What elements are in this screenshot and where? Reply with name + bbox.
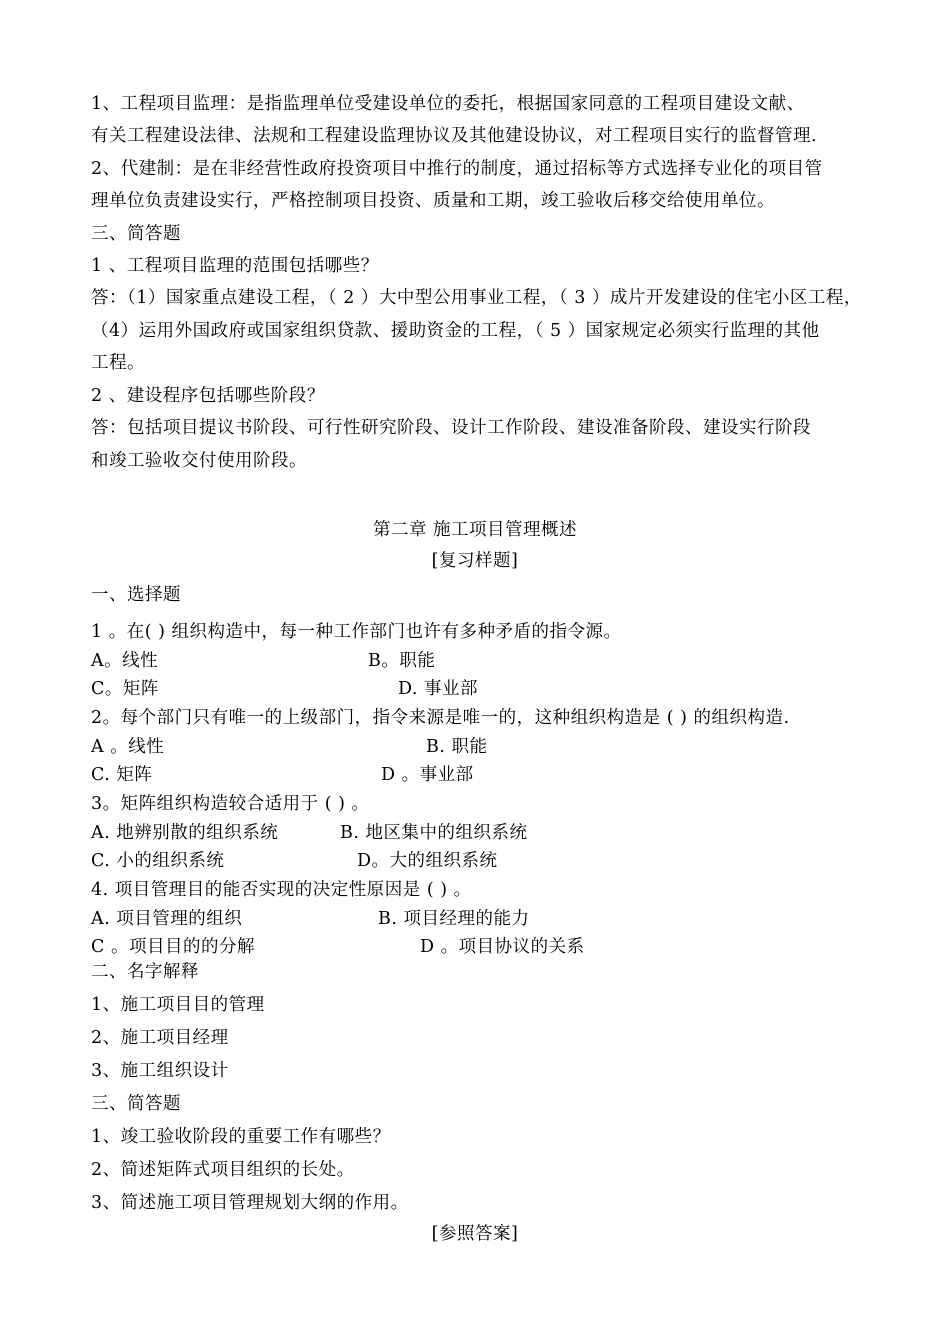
section-heading: 三、简答题 [91,224,181,244]
question: 3。矩阵组织构造较合适用于 ( ) 。 [91,794,370,814]
question: 4. 项目管理目的能否实现的决定性原因是 ( ) 。 [91,880,472,900]
question: 2。每个部门只有唯一的上级部门，指令来源是唯一的，这种组织构造是 ( ) 的组织构造. [91,708,790,728]
question: 2 、建设程序包括哪些阶段？ [91,386,325,406]
list-item: 1、施工项目目的管理 [91,995,265,1015]
option: A. 地辨别散的组织系统 [91,823,279,843]
question: 1 、工程项目监理的范围包括哪些？ [91,256,379,276]
section-heading: 二、名字解释 [91,962,199,982]
answer-line: 答：包括项目提议书阶段、可行性研究阶段、设计工作阶段、建设准备阶段、建设实行阶段 [91,418,811,438]
option: B. 职能 [426,737,488,757]
list-item: 2、简述矩阵式项目组织的长处。 [91,1160,355,1180]
answer-line: （4）运用外国政府或国家组织贷款、援助资金的工程，（ 5 ）国家规定必须实行监理的其他 [91,321,820,341]
option: D 。项目协议的关系 [420,937,585,957]
option: D 。事业部 [381,765,474,785]
list-item: 3、施工组织设计 [91,1061,229,1081]
option: C. 小的组织系统 [91,851,225,871]
section-heading: 一、选择题 [91,585,181,605]
list-item: 3、简述施工项目管理规划大纲的作用。 [91,1193,409,1213]
paragraph-line: 有关工程建设法律、法规和工程建设监理协议及其他建设协议，对工程项目实行的监督管理. [91,126,818,146]
paragraph-line: 2、代建制：是在非经营性政府投资项目中推行的制度，通过招标等方式选择专业化的项目管 [91,159,823,179]
option: B. 项目经理的能力 [378,909,530,929]
option: C。矩阵 [91,679,159,699]
option: C 。项目目的的分解 [91,937,255,957]
answer-line: 和竣工验收交付使用阶段。 [91,451,307,471]
paragraph-line: 1、工程项目监理：是指监理单位受建设单位的委托，根据国家同意的工程项目建设文献、 [91,94,805,114]
answer-line: 答：（1）国家重点建设工程，（ 2 ）大中型公用事业工程，（ 3 ）成片开发建设的住宅小区工程， [91,288,862,308]
section-heading: 三、简答题 [91,1094,181,1114]
option: A 。线性 [91,737,165,757]
option: B. 地区集中的组织系统 [340,823,528,843]
option: B。职能 [368,651,436,671]
option: C. 矩阵 [91,765,153,785]
option: A. 项目管理的组织 [91,909,243,929]
option: A。线性 [91,651,159,671]
list-item: 1、竣工验收阶段的重要工作有哪些？ [91,1127,391,1147]
option: D。大的组织系统 [357,851,498,871]
paragraph-line: 理单位负责建设实行，严格控制项目投资、质量和工期，竣工验收后移交给使用单位。 [91,191,775,211]
answers-heading: [参照答案] [431,1224,519,1244]
answer-line: 工程。 [91,353,145,373]
list-item: 2、施工项目经理 [91,1028,229,1048]
question: 1 。在( ) 组织构造中，每一种工作部门也许有多种矛盾的指令源。 [91,622,622,642]
review-heading: [复习样题] [431,551,519,571]
chapter-title: 第二章 施工项目管理概述 [372,520,578,540]
option: D. 事业部 [398,679,479,699]
